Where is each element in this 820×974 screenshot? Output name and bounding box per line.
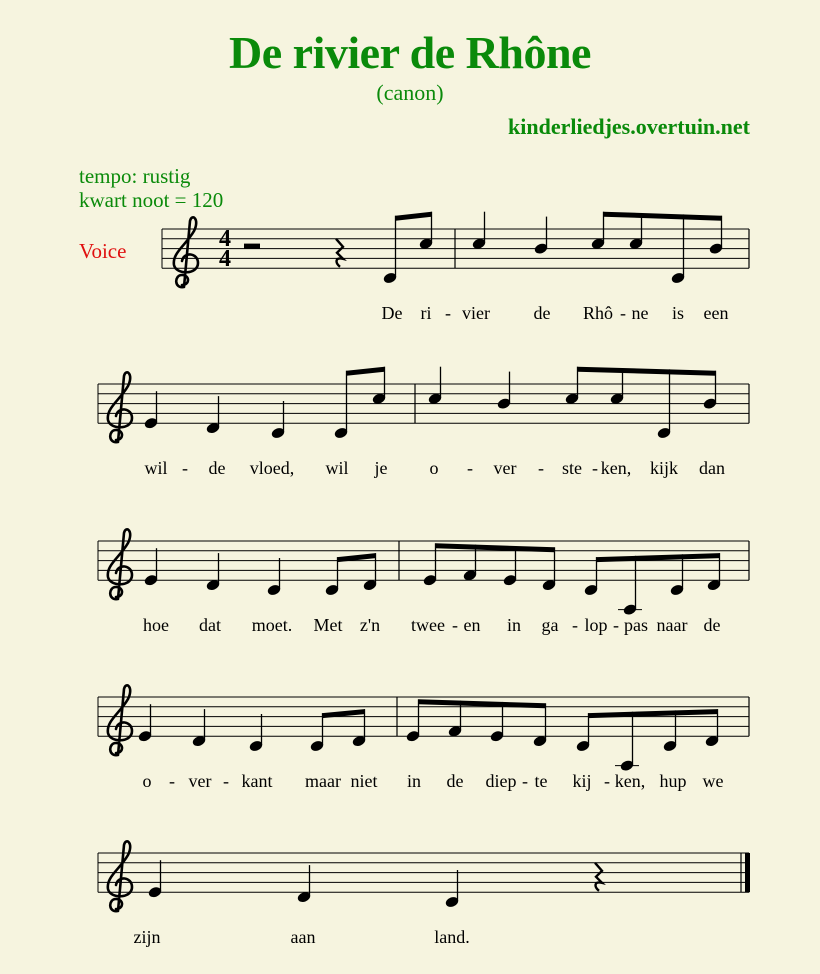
- half-rest-icon: [244, 244, 260, 249]
- lyric-syllable: de: [533, 303, 551, 323]
- lyric-syllable: ste: [562, 458, 582, 478]
- song-subtitle: (canon): [376, 80, 444, 105]
- lyric-syllable: de: [208, 458, 226, 478]
- lyric-syllable: en: [463, 615, 481, 635]
- lyric-syllable: kant: [241, 771, 273, 791]
- staff-system: [162, 212, 749, 323]
- lyric-syllable: hup: [659, 771, 687, 791]
- treble-clef-icon: [108, 529, 132, 599]
- site-url[interactable]: kinderliedjes.overtuin.net: [508, 114, 750, 139]
- quarter-rest-icon: [336, 239, 343, 267]
- lyric-syllable: niet: [350, 771, 378, 791]
- lyric-syllable: je: [374, 458, 388, 478]
- lyric-syllable: ri: [420, 303, 432, 323]
- lyric-syllable: de: [446, 771, 464, 791]
- instrument-name: Voice: [79, 239, 127, 263]
- lyric-syllable: in: [506, 615, 522, 635]
- lyric-syllable: twee: [411, 615, 445, 635]
- lyric-syllable: -: [592, 458, 598, 478]
- treble-clef-icon: [174, 217, 198, 287]
- lyric-syllable: -: [445, 303, 451, 323]
- staff-system: [98, 367, 749, 478]
- lyric-syllable: -: [538, 458, 544, 478]
- lyric-syllable: o: [429, 458, 439, 478]
- lyric-syllable: -: [452, 615, 458, 635]
- lyric-syllable: ne: [631, 303, 649, 323]
- treble-clef-icon: [108, 841, 132, 911]
- lyric-syllable: een: [703, 303, 729, 323]
- lyric-syllable: we: [702, 771, 724, 791]
- staff-system: [98, 685, 749, 791]
- beam: [347, 367, 385, 376]
- lyric-syllable: ken,: [600, 458, 632, 478]
- treble-clef-icon: [108, 372, 132, 442]
- lyric-syllable: o: [142, 771, 152, 791]
- lyric-syllable: diep: [485, 771, 517, 791]
- lyric-syllable: De: [381, 303, 403, 323]
- lyric-syllable: pas: [624, 615, 648, 635]
- lyric-syllable: kij: [572, 771, 592, 791]
- lyric-syllable: vier: [462, 303, 490, 323]
- lyric-syllable: de: [703, 615, 721, 635]
- final-barline-thick: [745, 853, 750, 892]
- lyric-syllable: is: [671, 303, 685, 323]
- lyric-syllable: kijk: [649, 458, 679, 478]
- staff-system: [98, 841, 750, 947]
- lyric-syllable: Met: [313, 615, 343, 635]
- song-title: De rivier de Rhône: [229, 27, 591, 78]
- lyric-syllable: -: [613, 615, 619, 635]
- beam: [578, 367, 716, 376]
- lyric-syllable: -: [522, 771, 528, 791]
- quarter-rest-icon: [595, 863, 602, 891]
- tempo-marking: kwart noot = 120: [79, 188, 224, 212]
- staff-system: [98, 529, 749, 635]
- lyric-syllable: ver: [493, 458, 517, 478]
- lyric-syllable: wil: [325, 458, 349, 478]
- lyric-syllable: -: [620, 303, 626, 323]
- lyric-syllable: moet.: [251, 615, 293, 635]
- treble-clef-icon: [108, 685, 132, 755]
- lyric-syllable: in: [406, 771, 422, 791]
- lyric-syllable: vloed,: [249, 458, 295, 478]
- lyric-syllable: land.: [434, 927, 470, 947]
- lyric-syllable: ga: [541, 615, 559, 635]
- lyric-syllable: dan: [699, 458, 725, 478]
- tempo-text: tempo: rustig: [79, 164, 191, 188]
- lyric-syllable: -: [169, 771, 175, 791]
- time-signature-bottom: 4: [219, 246, 231, 272]
- lyric-syllable: aan: [290, 927, 316, 947]
- beam: [396, 212, 432, 221]
- lyric-syllable: ken,: [614, 771, 646, 791]
- lyric-syllable: hoe: [143, 615, 169, 635]
- lyric-syllable: te: [534, 771, 548, 791]
- lyric-syllable: -: [467, 458, 473, 478]
- lyric-syllable: naar: [656, 615, 688, 635]
- lyric-syllable: -: [604, 771, 610, 791]
- lyric-syllable: zijn: [133, 927, 161, 947]
- lyric-syllable: z'n: [359, 615, 381, 635]
- beam: [604, 212, 722, 221]
- lyric-syllable: -: [182, 458, 188, 478]
- lyric-syllable: -: [572, 615, 578, 635]
- lyric-syllable: lop: [584, 615, 608, 635]
- lyric-syllable: maar: [305, 771, 341, 791]
- lyric-syllable: -: [223, 771, 229, 791]
- lyric-syllable: ver: [188, 771, 212, 791]
- lyric-syllable: wil: [144, 458, 168, 478]
- time-signature-top: 4: [219, 226, 231, 252]
- lyric-syllable: dat: [199, 615, 221, 635]
- lyric-syllable: Rhô: [582, 303, 614, 323]
